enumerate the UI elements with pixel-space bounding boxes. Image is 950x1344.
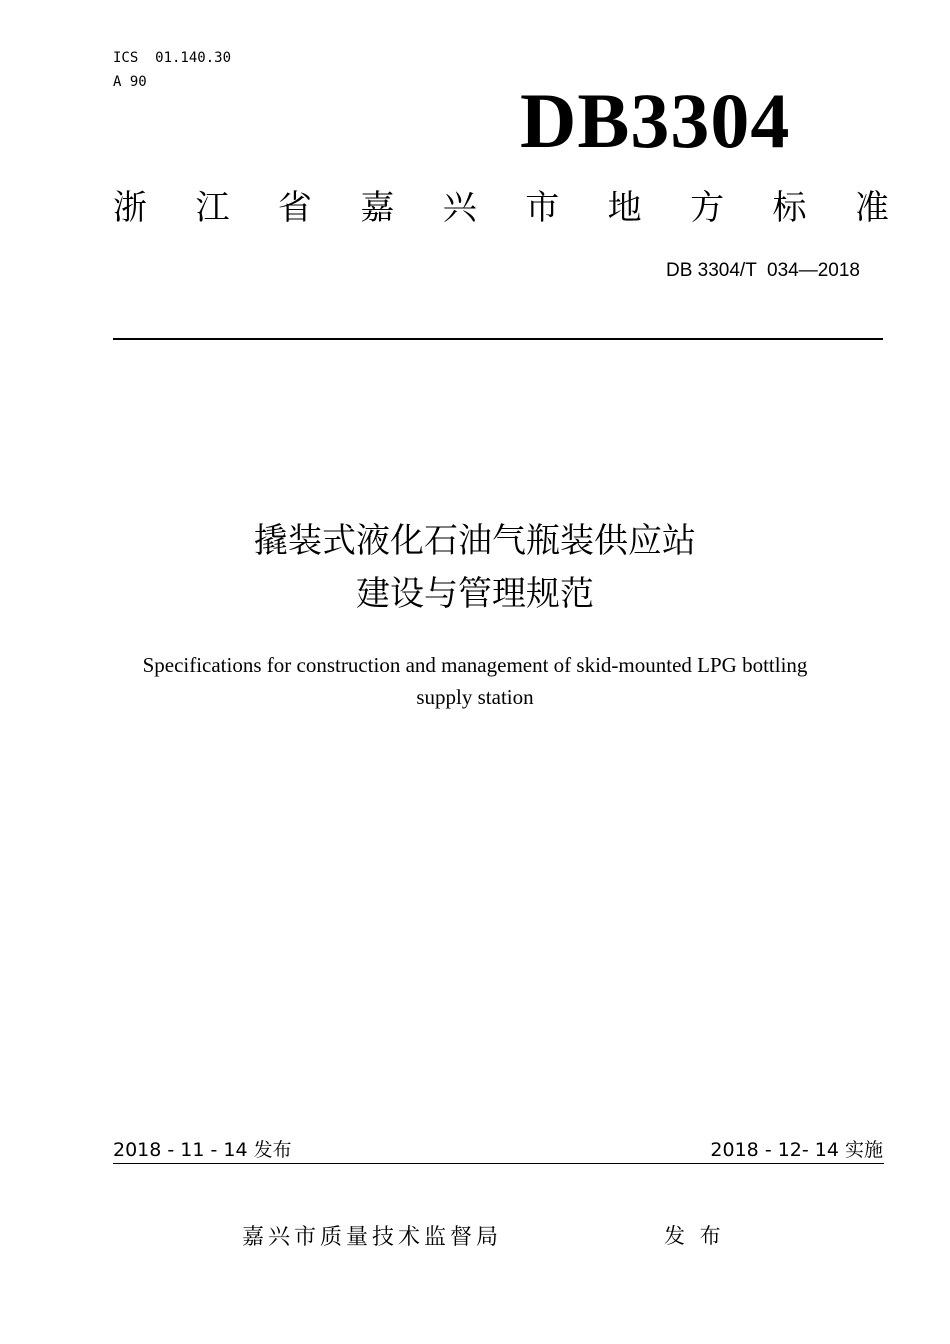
standard-code-logo: DB3304 (520, 77, 791, 164)
standard-number: DB 3304/T 034—2018 (665, 260, 860, 281)
footer-divider (113, 1163, 884, 1164)
chinese-title-line-1: 撬装式液化石油气瓶装供应站 (254, 521, 696, 561)
english-title-line-1: Specifications for construction and management of skid-mounted LPG bottling (142, 653, 808, 677)
standard-type-char: 地 (607, 188, 642, 228)
standard-type-char: 标 (772, 188, 807, 228)
standard-type-char: 准 (854, 188, 889, 228)
standard-type-char: 省 (277, 188, 312, 228)
publish-label: 发 布 (664, 1224, 725, 1248)
standard-type-char: 江 (195, 188, 230, 228)
standard-type-char: 方 (690, 188, 725, 228)
issuing-authority: 嘉兴市质量技术监督局 (242, 1225, 503, 1250)
standard-type-char: 市 (525, 188, 560, 228)
ccs-code: A 90 (113, 74, 147, 90)
standard-type-char: 浙 (113, 188, 147, 228)
chinese-title-line-2: 建设与管理规范 (356, 574, 594, 614)
standard-type-char: 嘉 (360, 188, 395, 228)
header-divider (113, 338, 883, 340)
standard-type-heading (113, 184, 889, 232)
standard-type-char: 兴 (442, 188, 477, 228)
implementation-date: 2018 - 12- 14 实施 (710, 1139, 883, 1161)
issue-date: 2018 - 11 - 14 发布 (113, 1139, 292, 1161)
english-title-line-2: supply station (416, 685, 534, 709)
ics-code: ICS 01.140.30 (113, 50, 232, 66)
